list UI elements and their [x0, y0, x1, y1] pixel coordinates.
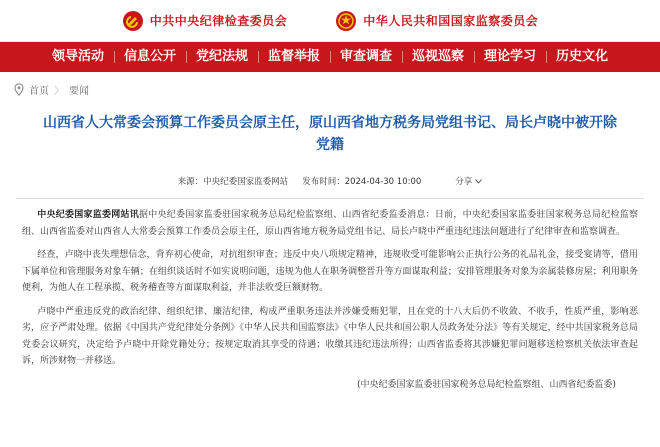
site-header	[0, 0, 660, 42]
breadcrumb	[0, 72, 660, 106]
article-body	[0, 199, 660, 393]
chevron-down-icon	[475, 179, 482, 184]
article-paragraph: 卢晓中严重违反党的政治纪律、组织纪律、廉洁纪律，构成严重职务违法并涉嫌受贿犯罪，且在党的十八大后仍不收敛、不收手，性质严重，影响恶劣，应予严肃处理。依据《中国共产党纪律处分条例》《中华人民共和国监察法》《中华人民共和国公职人员政务处分法》等有关规定，经中共国家税务总局党委会议研究，决定给予卢晓中开除党籍处分；按规定取消其享受的待遇；收缴其违纪违法所得；山西省监委将其涉嫌犯罪问题移送检察机关依法审查起诉，所涉财物一并移送。	[22, 306, 638, 366]
article-publish-time: 发布时间：2024-04-30 10:00	[302, 177, 422, 187]
nav-item-investigation[interactable]: 审查调查	[330, 42, 402, 72]
ccdi-logo-block[interactable]	[122, 10, 288, 32]
national-emblem-icon	[335, 10, 357, 32]
party-emblem-icon	[122, 10, 144, 32]
article-meta	[0, 170, 660, 192]
article-title: 山西省人大常委会预算工作委员会原主任，原山西省地方税务局党组书记、局长卢晓中被开除党籍	[43, 115, 617, 153]
breadcrumb-home[interactable]: 首页	[29, 85, 49, 97]
main-nav	[0, 42, 660, 72]
breadcrumb-separator: 〉	[54, 85, 64, 97]
paragraph-text: 据中央纪委国家监委驻国家税务总局纪检监察组、山西省纪委监委消息：日前，中央纪委国家监委驻国家税务总局纪检监察组、山西省监委对山西省人大常委会预算工作委员会原主任，原山西省地方税务局党组书记、局长卢晓中严重违纪违法问题进行了纪律审查和监察调查。	[22, 210, 638, 237]
share-button[interactable]	[455, 175, 482, 187]
lead-source-tag: 中央纪委国家监委网站讯	[37, 210, 139, 220]
org-name-nsc: 中华人民共和国国家监察委员会	[363, 14, 539, 28]
article-paragraph	[22, 207, 638, 240]
article-paragraph: 经查，卢晓中丧失理想信念，背弃初心使命，对抗组织审查；违反中央八项规定精神，违规收受可能影响公正执行公务的礼品礼金，接受宴请等，借用下属单位和管理服务对象车辆；在组织谈话时不如实说明问题，违规为他人在职务调整晋升等方面谋取利益；安排管理服务对象为亲属装修房屋；利用职务便利，为他人在工程承揽、税务稽查等方面谋取利益，并非法收受巨额财物。	[22, 250, 638, 293]
nav-item-theory[interactable]: 理论学习	[474, 42, 546, 72]
breadcrumb-current[interactable]: 要闻	[69, 85, 89, 97]
nav-item-inspection[interactable]: 巡视巡察	[402, 42, 474, 72]
nav-item-report[interactable]: 监督举报	[258, 42, 330, 72]
article-footer-source: (中央纪委国家监委驻国家税务总局纪检监察组、山西省纪委监委)	[356, 379, 616, 390]
nav-item-info-disclosure[interactable]: 信息公开	[114, 42, 186, 72]
nav-item-leadership[interactable]: 领导活动	[51, 49, 104, 64]
nav-item-regulations[interactable]: 党纪法规	[186, 42, 258, 72]
article-source: 来源：中央纪委国家监委网站	[177, 177, 289, 187]
location-pin-icon	[14, 83, 24, 96]
nsc-logo-block[interactable]	[335, 10, 538, 32]
nav-item-history[interactable]: 历史文化	[546, 42, 618, 72]
org-name-ccdi: 中共中央纪律检查委员会	[149, 14, 288, 28]
share-label: 分享	[455, 177, 473, 187]
